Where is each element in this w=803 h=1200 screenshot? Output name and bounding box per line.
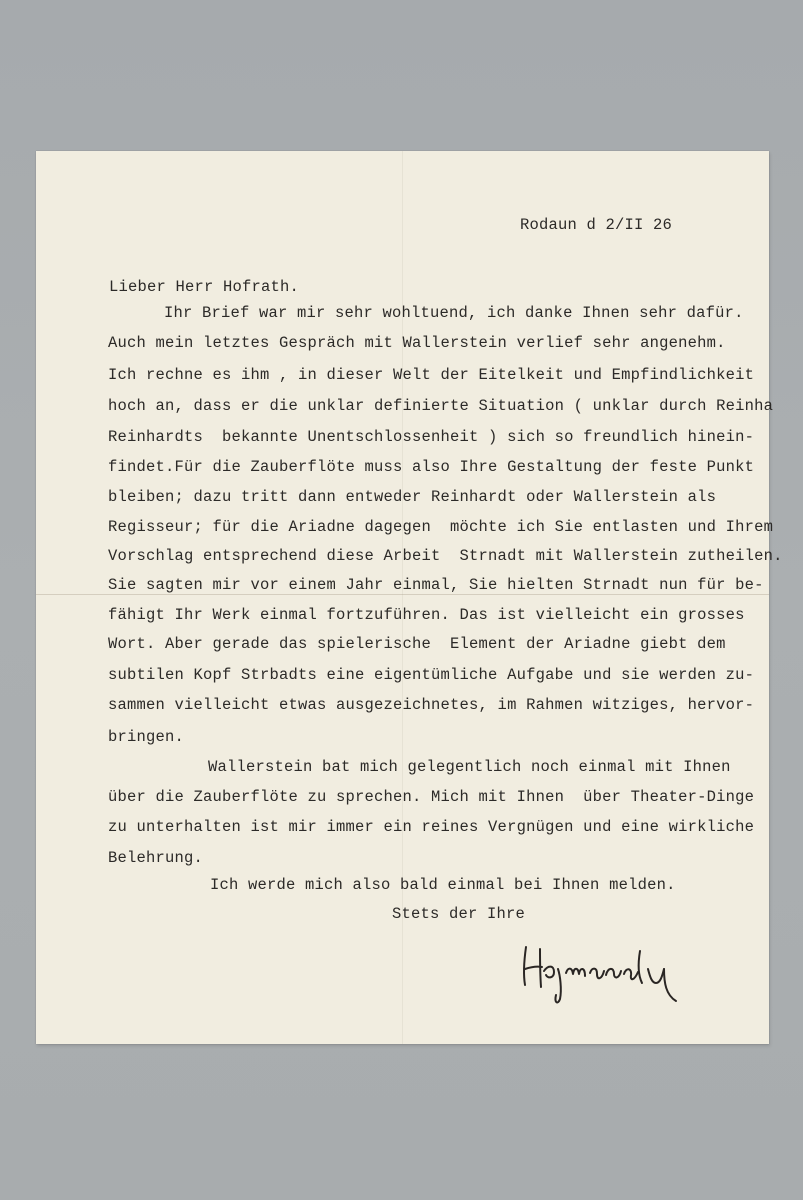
letter-line: bleiben; dazu tritt dann entweder Reinhardt oder Wallerstein als: [108, 488, 717, 506]
salutation: Lieber Herr Hofrath.: [109, 278, 300, 296]
letter-line: zu unterhalten ist mir immer ein reines Vergnügen und eine wirkliche: [108, 818, 755, 836]
letter-line: Vorschlag entsprechend diese Arbeit Strnadt mit Wallerstein zutheilen.: [108, 547, 783, 565]
handwritten-signature: [518, 939, 688, 1009]
letter-line: sammen vielleicht etwas ausgezeichnetes, im Rahmen witziges, hervor-: [108, 696, 755, 714]
letter-line: Ihr Brief war mir sehr wohltuend, ich danke Ihnen sehr dafür.: [164, 304, 744, 322]
letter-line: hoch an, dass er die unklar definierte Situation ( unklar durch Reinha: [108, 397, 774, 415]
letter-line: Sie sagten mir vor einem Jahr einmal, Sie hielten Strnadt nun für be-: [108, 576, 764, 594]
letter-line: Ich werde mich also bald einmal bei Ihnen melden.: [210, 876, 676, 894]
place-date: Rodaun d 2/II 26: [520, 216, 673, 234]
letter-line: Reinhardts bekannte Unentschlossenheit ) sich so freundlich hinein-: [108, 428, 755, 446]
letter-line: Wallerstein bat mich gelegentlich noch einmal mit Ihnen: [208, 758, 731, 776]
letter-line: Regisseur; für die Ariadne dagegen möchte ich Sie entlasten und Ihrem: [108, 518, 774, 536]
letter-line: findet.Für die Zauberflöte muss also Ihre Gestaltung der feste Punkt: [108, 458, 755, 476]
letter-line: subtilen Kopf Strbadts eine eigentümliche Aufgabe und sie werden zu-: [108, 666, 755, 684]
letter-line: Belehrung.: [108, 849, 204, 867]
letter-paper: [36, 151, 783, 1044]
closing: Stets der Ihre: [392, 905, 526, 923]
letter-line: über die Zauberflöte zu sprechen. Mich mit Ihnen über Theater-Dinge: [108, 788, 755, 806]
letter-line: fähigt Ihr Werk einmal fortzuführen. Das ist vielleicht ein grosses: [108, 606, 745, 624]
letter-line: bringen.: [108, 728, 185, 746]
letter-line: Auch mein letztes Gespräch mit Wallerstein verlief sehr angenehm.: [108, 334, 726, 352]
letter-line: Ich rechne es ihm , in dieser Welt der Eitelkeit und Empfindlichkeit: [108, 366, 755, 384]
letter-line: Wort. Aber gerade das spielerische Element der Ariadne giebt dem: [108, 635, 726, 653]
